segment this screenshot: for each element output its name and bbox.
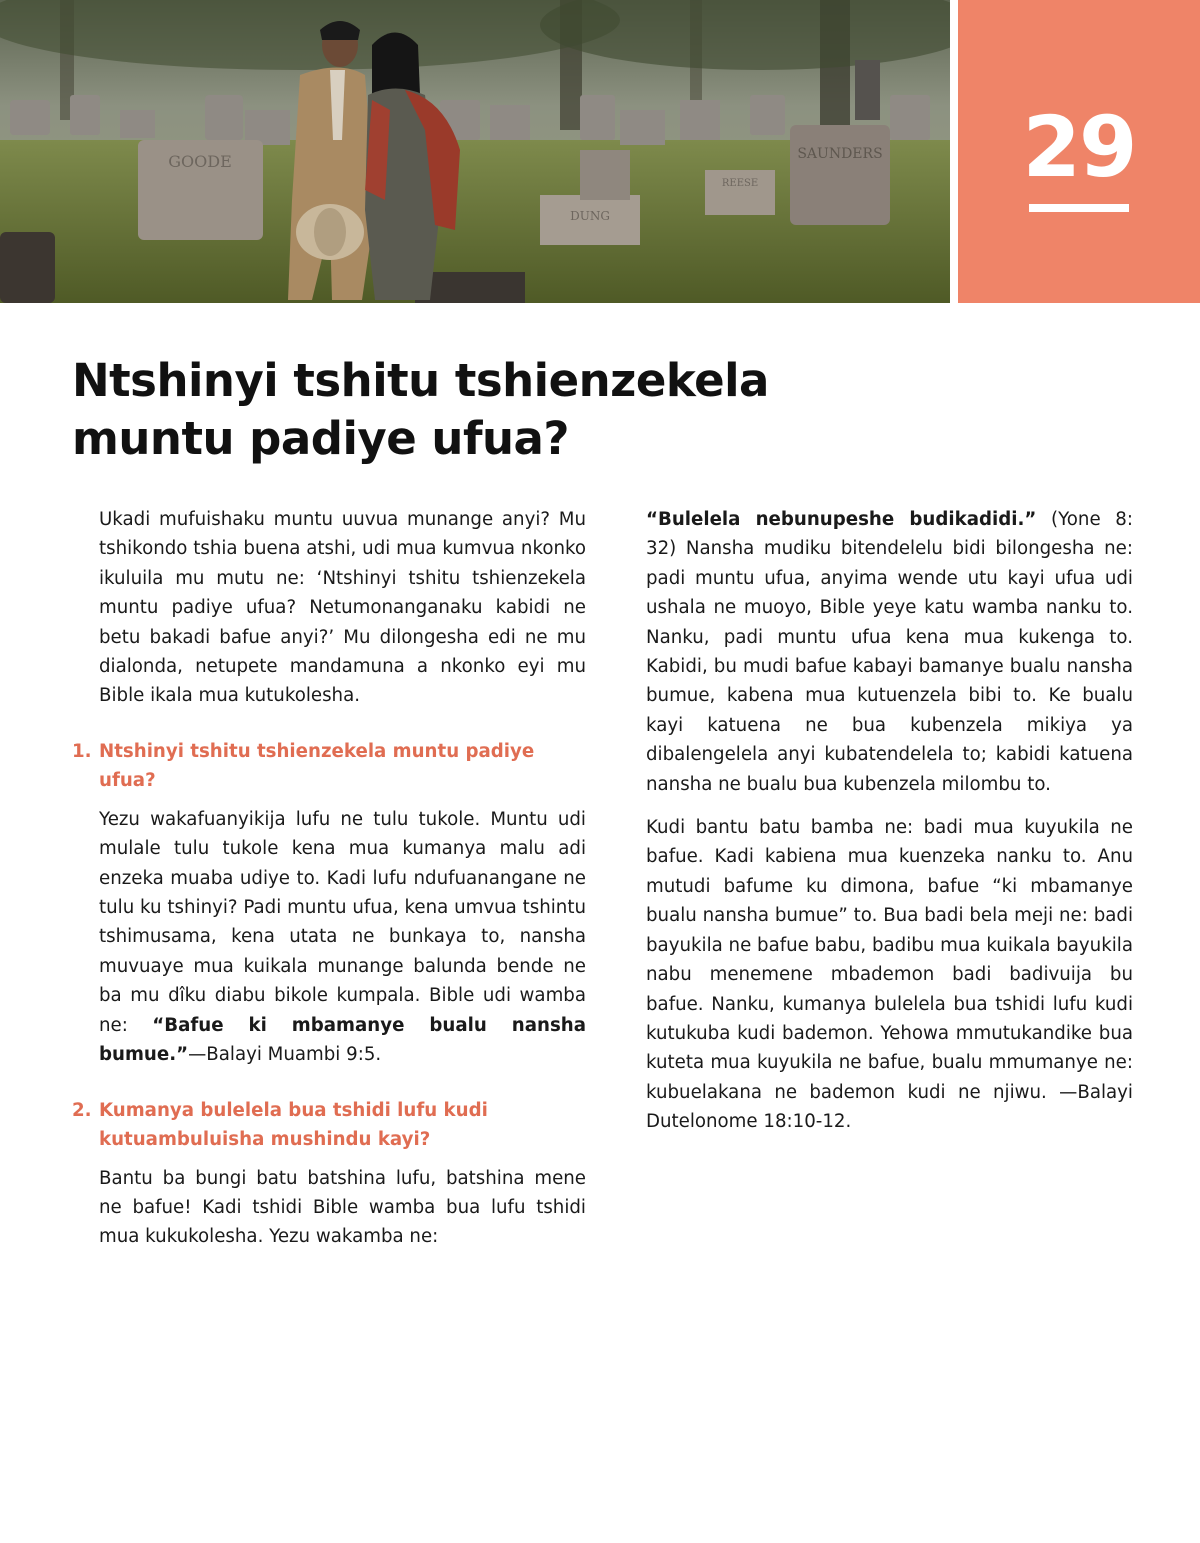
question-2-number: 2. xyxy=(72,1099,92,1121)
chapter-badge xyxy=(958,0,1200,303)
tombstone-reese-label: REESE xyxy=(721,178,759,189)
section-2-quote: “Bulelela nebunupeshe budikadidi.” xyxy=(646,509,1037,530)
section-2-paragraph-2: Kudi bantu batu bamba ne: badi mua kuyukila ne bafue. Kadi kabiena mua kuenzeka nanku to. Anu mutudi bafume ku dimona, bafue “ki mbamanye bualu nansha bumue” to. Bua badi bela meji ne: badi bayukila ne bafue babu, badibu mua kuikala bayukila nabu menemene mbademon badi badivuija bu bafue. Nanku, kumanya bulelela bua tshidi lufu kudi kutukuba kudi bademon. Yehowa mmutukandike bua kuteta mua kuyukila ne bafue, bualu mmumanye ne: kubuelakana ne bademon kudi ne njiwu. —Balayi Dutelonome 18:10-12. xyxy=(646,817,1133,1133)
tombstone-saunders-label: SAUNDERS xyxy=(797,146,883,162)
section-1-text: Yezu wakafuanyikija lufu ne tulu tukole. Muntu udi mulale tulu tukole kena mua kumanya malu adi enzeka muaba udiye to. Kadi lufu ndufuanangane ne tulu ku tshinyi? Padi muntu ufua, kena umvua tshintu tshimusama, kena utata ne bunkaya to, nansha muvuaye mua kuikala munange balunda bende ne ba mu dîku diabu bikole kumpala. Bible udi wamba ne: xyxy=(99,808,586,1036)
section-1-quote: “Bafue ki mbamanye bualu nansha bumue.” xyxy=(99,1014,586,1066)
question-1-text: Ntshinyi tshitu tshienzekela muntu padiye ufua? xyxy=(99,740,535,791)
section-2-text-rest: (Yone 8: 32) Nansha mudiku bitendelelu bidi bilongesha ne: padi muntu ufua, anyima wende utu kayi ufua udi ushala ne muoyo, Bible yeye katu wamba nanku to. Nanku, padi muntu ufua kena mua kukenga to. Kabidi, bu mudi bafue kabayi bamanye bualu nansha bumue, kabena mua kutuenzela bibi to. Ke bualu kayi katuena ne bua kubenzela mikiya ya dibalengelela anyi kubatendelela to; kabidi katuena nansha ne bualu bua kubenzela milombu to. xyxy=(646,509,1133,795)
page-title: Ntshinyi tshitu tshienzekela muntu padiye ufua? xyxy=(72,354,769,465)
question-2 xyxy=(72,1096,586,1154)
left-column xyxy=(72,505,586,1266)
question-1 xyxy=(72,737,586,795)
cemetery-illustration xyxy=(0,0,950,303)
chapter-number: 29 xyxy=(1022,98,1136,196)
section-2-text: Bantu ba bungi batu batshina lufu, batshina mene ne bafue! Kadi tshidi Bible wamba bua lufu tshidi mua kukukolesha. Yezu wakamba ne: xyxy=(99,1167,586,1248)
question-2-text: Kumanya bulelela bua tshidi lufu kudi kutuambuluisha mushindu kayi? xyxy=(99,1099,488,1150)
section-2-paragraph-start xyxy=(99,1164,586,1252)
hero-photo xyxy=(0,0,950,303)
question-1-number: 1. xyxy=(72,740,92,762)
tombstone-dung-label: DUNG xyxy=(570,209,610,223)
chapter-underline xyxy=(1029,204,1129,212)
tombstone-goode-label: GOODE xyxy=(168,152,232,171)
right-column xyxy=(646,505,1133,1151)
intro-paragraph: Ukadi mufuishaku muntu uuvua munange anyi? Mu tshikondo tshia buena atshi, udi mua kumvua nkonko ikuluila mu mutu ne: ‘Ntshinyi tshitu tshienzekela muntu padiye ufua? Netumonanganaku kabidi ne betu bakadi bafue anyi?’ Mu dilongesha edi ne mu dialonda, netupete mandamuna a nkonko eyi mu Bible ikala mua kutukolesha. xyxy=(99,509,586,707)
section-1-paragraph xyxy=(99,805,586,1070)
section-2-paragraph-continued xyxy=(646,505,1133,799)
section-1-reference: —Balayi Muambi 9:5. xyxy=(188,1044,382,1066)
